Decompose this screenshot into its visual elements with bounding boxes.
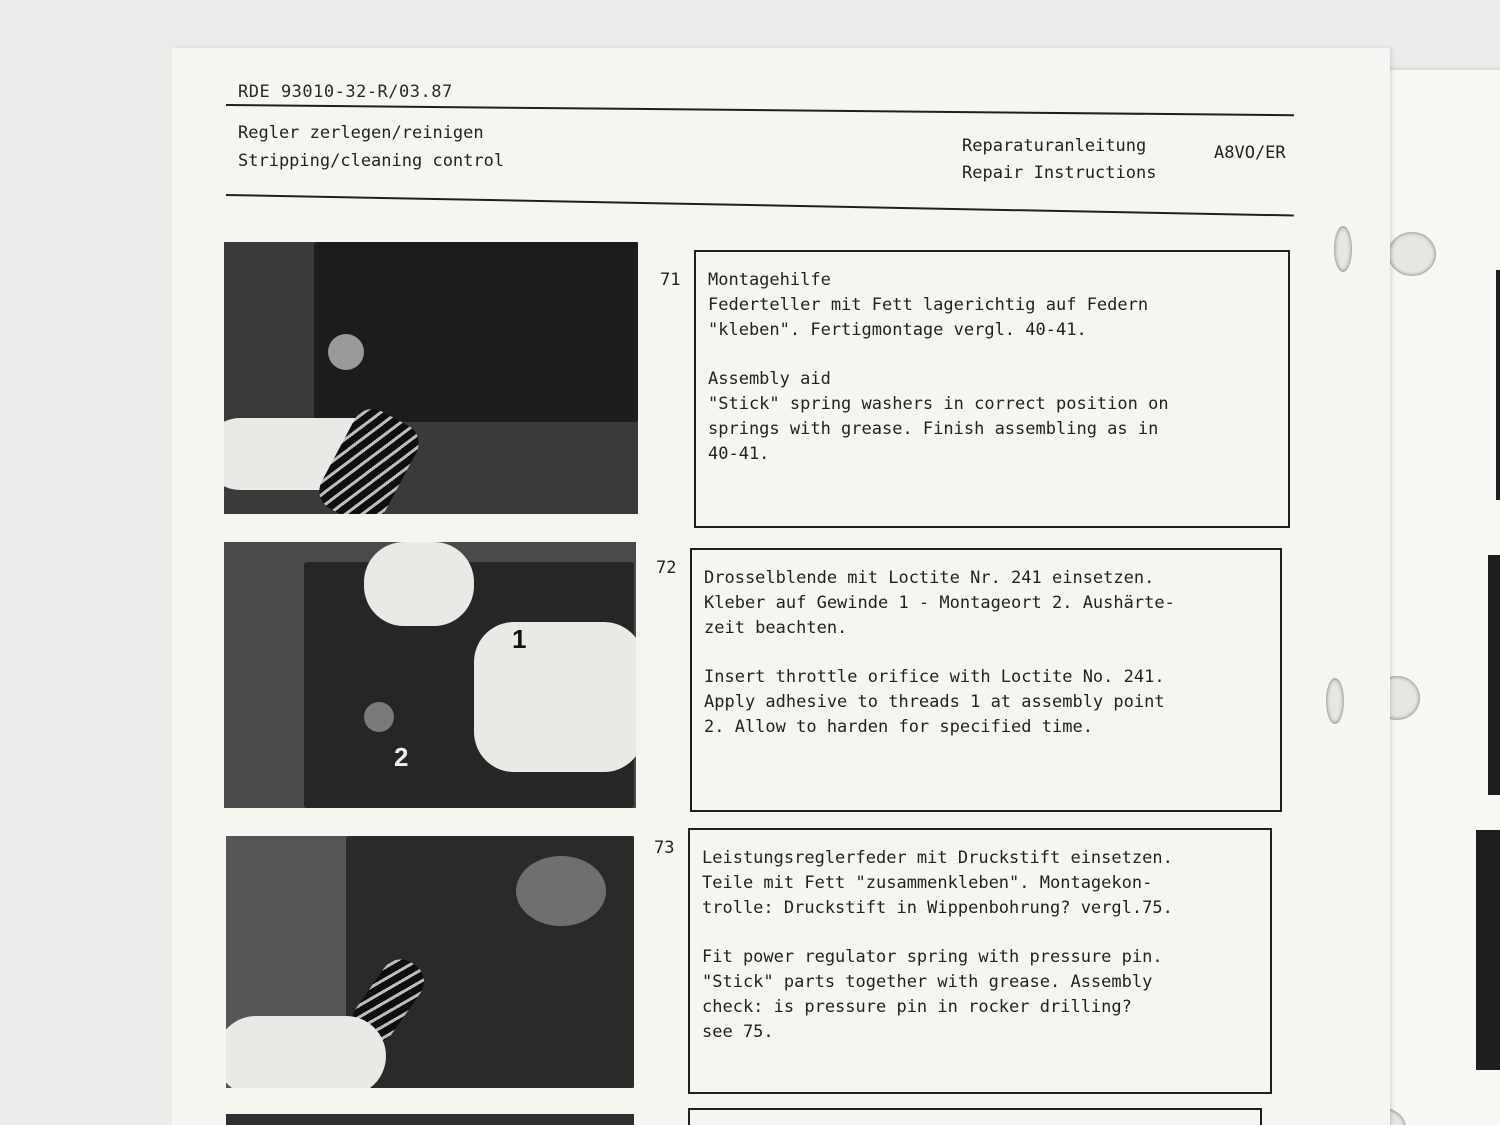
step-71-photo: [224, 242, 638, 514]
step-number: 72: [656, 558, 677, 578]
photo-bolt: [516, 856, 606, 926]
next-page-photo-strip-1: [1496, 270, 1500, 500]
text-line: Leistungsreglerfeder mit Druckstift einsetzen.: [702, 848, 1173, 868]
next-step-photo: [226, 1114, 634, 1125]
text-line: Drosselblende mit Loctite Nr. 241 einsetzen.: [704, 568, 1155, 588]
text-line: 40-41.: [708, 444, 770, 464]
manual-title-de: Reparaturanleitung: [962, 136, 1147, 156]
punch-hole-left-1: [1334, 226, 1352, 272]
text-line: Teile mit Fett "zusammenkleben". Montagekon-: [702, 873, 1153, 893]
text-line: check: is pressure pin in rocker drilling?: [702, 997, 1132, 1017]
photo-bolt: [328, 334, 364, 370]
text-line: zeit beachten.: [704, 618, 848, 638]
photo-hand: [474, 622, 636, 772]
text-line: trolle: Druckstift in Wippenbohrung? vergl.75.: [702, 898, 1173, 918]
step-72-text-de: [704, 566, 1266, 641]
step-71-text-box: [694, 250, 1290, 528]
text-line: Fit power regulator spring with pressure pin.: [702, 947, 1163, 967]
text-line: Assembly aid: [708, 369, 831, 389]
photo-regulator-block: [314, 242, 638, 422]
photo-label: 1: [512, 624, 527, 654]
section-title-en: Stripping/cleaning control: [238, 151, 505, 171]
text-line: "Stick" parts together with grease. Assembly: [702, 972, 1153, 992]
text-line: springs with grease. Finish assembling as in: [708, 419, 1159, 439]
photo-hand: [364, 542, 474, 626]
step-72-text-box: [690, 548, 1282, 812]
document-id: RDE 93010-32-R/03.87: [238, 82, 453, 102]
text-line: Federteller mit Fett lagerichtig auf Federn: [708, 295, 1149, 315]
step-73-text-de: [702, 846, 1256, 921]
punch-hole-left-2: [1326, 678, 1344, 724]
step-number: 73: [654, 838, 675, 858]
photo-bolt: [364, 702, 394, 732]
text-line: Kleber auf Gewinde 1 - Montageort 2. Aushärte-: [704, 593, 1175, 613]
step-71-text-de: [708, 268, 1274, 343]
text-line: see 75.: [702, 1022, 774, 1042]
next-step-text-box: [688, 1108, 1262, 1125]
step-71-text-en: [708, 367, 1274, 467]
step-72-photo: [224, 542, 636, 808]
step-number: 71: [660, 270, 681, 290]
section-title-de: Regler zerlegen/reinigen: [238, 123, 484, 143]
step-73-text-en: [702, 945, 1256, 1045]
next-page-photo-strip-2: [1488, 555, 1500, 795]
manual-title-en: Repair Instructions: [962, 163, 1157, 183]
next-page-photo-strip-3: [1476, 830, 1500, 1070]
photo-hand: [226, 1016, 386, 1088]
model-code: A8VO/ER: [1214, 143, 1286, 163]
step-73-text-box: [688, 828, 1272, 1094]
text-line: 2. Allow to harden for specified time.: [704, 717, 1093, 737]
step-73-photo: [226, 836, 634, 1088]
text-line: Apply adhesive to threads 1 at assembly point: [704, 692, 1165, 712]
text-line: "Stick" spring washers in correct position on: [708, 394, 1169, 414]
punch-hole-right-1: [1388, 232, 1436, 276]
text-line: "kleben". Fertigmontage vergl. 40-41.: [708, 320, 1087, 340]
text-line: Insert throttle orifice with Loctite No. 241.: [704, 667, 1165, 687]
text-line: Montagehilfe: [708, 270, 831, 290]
photo-label: 2: [394, 742, 409, 772]
step-72-text-en: [704, 665, 1266, 740]
